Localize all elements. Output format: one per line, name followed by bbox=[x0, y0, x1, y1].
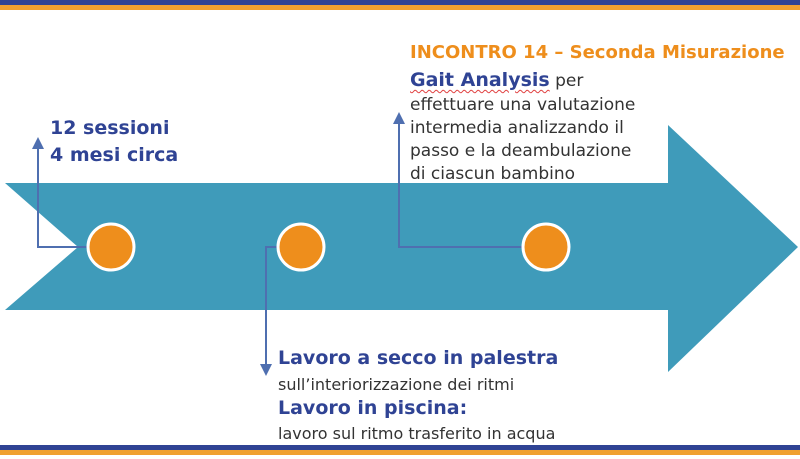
sessions-label: 12 sessioni bbox=[50, 117, 170, 139]
milestone-dot-1 bbox=[88, 224, 134, 270]
gait-analysis-after: per bbox=[549, 71, 584, 91]
pool-work-title: Lavoro in piscina: bbox=[278, 397, 468, 419]
milestone-dot-2 bbox=[278, 224, 324, 270]
right-text-line-3: intermedia analizzando il bbox=[410, 118, 624, 138]
gym-work-title: Lavoro a secco in palestra bbox=[278, 347, 559, 369]
pool-work-text: lavoro sul ritmo trasferito in acqua bbox=[278, 424, 556, 443]
bottom-orange-band bbox=[0, 450, 800, 455]
right-text-line-2: effettuare una valutazione bbox=[410, 95, 636, 115]
gait-analysis-title: Gait Analysis bbox=[410, 69, 550, 91]
right-text-line-5: di ciascun bambino bbox=[410, 164, 576, 184]
milestone-dot-3 bbox=[523, 224, 569, 270]
right-text-line-4: passo e la deambulazione bbox=[410, 141, 632, 161]
gym-work-text: sull’interiorizzazione dei ritmi bbox=[278, 375, 515, 394]
meeting-heading: INCONTRO 14 – Seconda Misurazione bbox=[410, 42, 785, 63]
gait-analysis-line bbox=[410, 69, 583, 91]
duration-label: 4 mesi circa bbox=[50, 144, 179, 166]
